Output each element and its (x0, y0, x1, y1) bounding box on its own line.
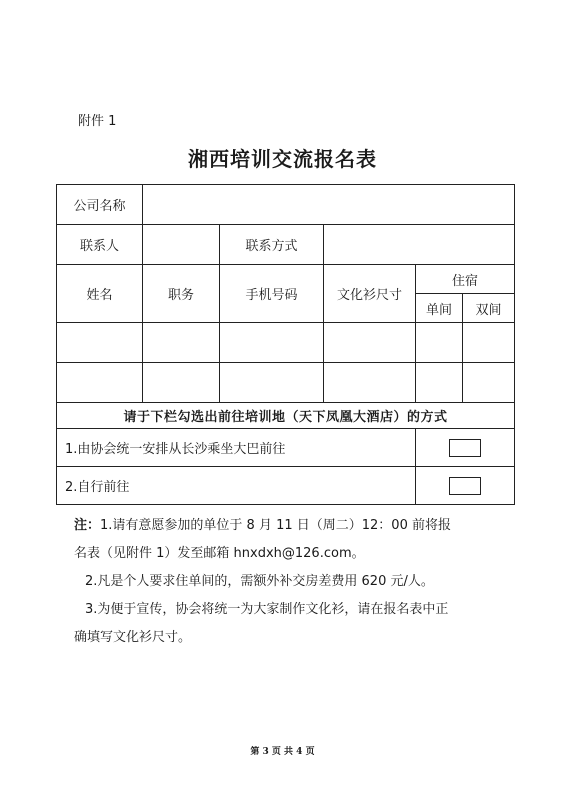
company-name-label: 公司名称 (57, 185, 143, 225)
instruction-row (57, 403, 515, 429)
col-header-accommodation: 住宿 (416, 265, 515, 294)
option-bus-cell (416, 429, 515, 467)
col-header-single-room: 单间 (416, 294, 463, 323)
option-bus-label: 1.由协会统一安排从长沙乘坐大巴前往 (57, 429, 416, 467)
table-row (57, 363, 515, 403)
single-room-cell[interactable] (416, 363, 463, 403)
note-2-text: 2.凡是个人要求住单间的，需额外补交房差费用 620 元/人。 (85, 574, 434, 589)
col-header-name: 姓名 (57, 265, 143, 323)
option-row (57, 467, 515, 505)
registration-form-table (56, 184, 515, 505)
contact-person-label: 联系人 (57, 225, 143, 265)
shirt-size-cell[interactable] (324, 363, 416, 403)
position-cell[interactable] (143, 363, 220, 403)
phone-cell[interactable] (220, 323, 324, 363)
attachment-label: 附件 1 (78, 114, 117, 129)
contact-method-field[interactable] (324, 225, 515, 265)
note-line (74, 512, 514, 540)
double-room-cell[interactable] (463, 323, 515, 363)
note-3-text: 3.为便于宣传，协会将统一为大家制作文化衫，请在报名表中正 (85, 602, 449, 617)
col-header-shirt-size: 文化衫尺寸 (324, 265, 416, 323)
option-self-checkbox[interactable] (449, 477, 481, 495)
contact-row (57, 225, 515, 265)
shirt-size-cell[interactable] (324, 323, 416, 363)
form-title: 湘西培训交流报名表 (188, 147, 377, 171)
double-room-cell[interactable] (463, 363, 515, 403)
contact-person-field[interactable] (143, 225, 220, 265)
option-self-cell (416, 467, 515, 505)
table-row (57, 323, 515, 363)
transport-instruction: 请于下栏勾选出前往培训地（天下凤凰大酒店）的方式 (57, 403, 515, 429)
note-1-continuation: 名表（见附件 1）发至邮箱 hnxdxh@126.com。 (74, 546, 365, 561)
note-3-continuation: 确填写文化衫尺寸。 (74, 630, 192, 645)
option-row (57, 429, 515, 467)
notes-section (74, 512, 514, 652)
option-bus-checkbox[interactable] (449, 439, 481, 457)
notes-prefix: 注： (74, 518, 101, 533)
name-cell[interactable] (57, 363, 143, 403)
single-room-cell[interactable] (416, 323, 463, 363)
position-cell[interactable] (143, 323, 220, 363)
name-cell[interactable] (57, 323, 143, 363)
option-self-label: 2.自行前往 (57, 467, 416, 505)
phone-cell[interactable] (220, 363, 324, 403)
contact-method-label: 联系方式 (220, 225, 324, 265)
page-number: 第 3 页 共 4 页 (250, 747, 315, 757)
note-1-text: 1.请有意愿参加的单位于 8 月 11 日（周二）12：00 前将报 (100, 518, 451, 533)
col-header-position: 职务 (143, 265, 220, 323)
col-header-double-room: 双间 (463, 294, 515, 323)
col-header-phone: 手机号码 (220, 265, 324, 323)
company-row (57, 185, 515, 225)
header-row-1 (57, 265, 515, 294)
company-name-field[interactable] (143, 185, 515, 225)
